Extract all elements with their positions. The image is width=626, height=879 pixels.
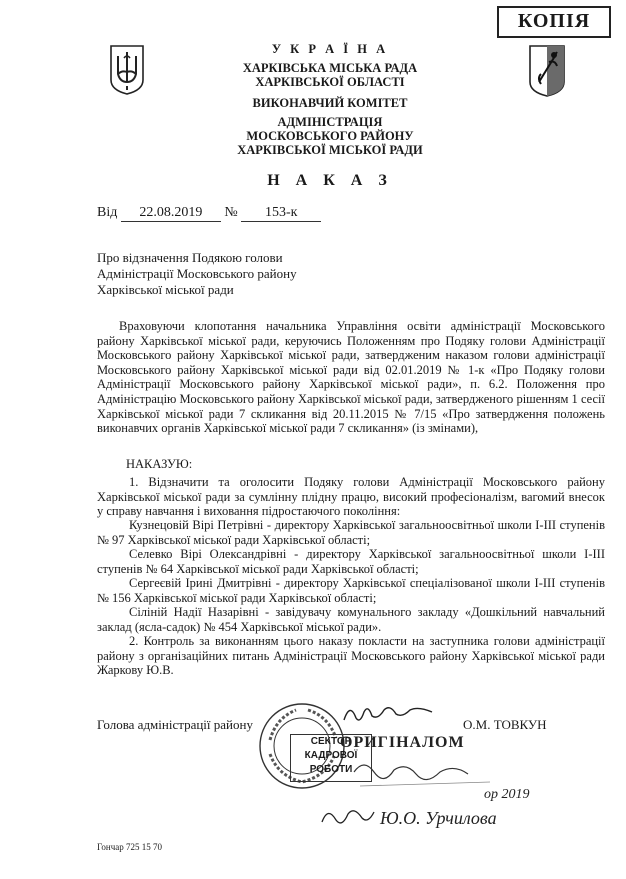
header-committee: ВИКОНАВЧИЙ КОМІТЕТ: [252, 96, 408, 110]
subject-line: Про відзначення Подякою голови: [97, 250, 283, 265]
person-1: Кузнецовій Вірі Петрівні - директору Харківської загальноосвітньої школи І-ІІІ ступенів № 97 Харківської міської ради Харківської області;: [97, 518, 605, 547]
stamp-roboty: РОБОТИ: [309, 764, 353, 775]
person-2: Селевко Вірі Олександрівні - директору Харківської загальноосвітньої школи І-ІІІ ступенів № 64 Харківської міської ради Харківської області;: [97, 547, 605, 576]
person-3: Сергеєвій Ірині Дмитрівні - директору Харківської спеціалізованої школи І-ІІІ ступенів № 156 Харківської міської ради Харківської області;: [97, 576, 605, 605]
header-council-line1: ХАРКІВСЬКА МІСЬКА РАДА: [242, 61, 418, 75]
subject-line: Харківської міської ради: [97, 282, 234, 297]
order-date-number: [97, 205, 321, 222]
stamp-sector: СЕКТОР: [310, 736, 352, 747]
kharkiv-emblem-icon: [527, 44, 567, 98]
order-date: 22.08.2019: [121, 205, 221, 222]
stamp-handwriting-icon: [350, 752, 500, 792]
stamp-signature-name: Ю.О. Урчилова: [380, 808, 497, 828]
intro-paragraph: Враховуючи клопотання начальника Управління освіти адміністрації Московського району Харківської міської ради, керуючись Положенням про Подяку голови Адміністрації Московського району Харківської міської ради, затвердженим наказом голови адміністрації Московського району Харківської міської ради від 02.01.2019 № 1-к «Про Подяку голови Адміністрації Московського району Харківської міської ради», п. 6.2. Положення про Адміністрацію Московського району Харківської міської ради, затвердженого рішенням 1 сесії Харківської міської ради 7 скликання від 20.11.2015 № 7/15 «Про затвердження положень виконавчих органів Харківської міської ради 7 скликання» (із змінами),: [97, 319, 605, 436]
subject-line: Адміністрації Московського району: [97, 266, 297, 281]
header-admin-line2: МОСКОВСЬКОГО РАЙОНУ: [246, 129, 414, 143]
person-4: Сіліній Надії Назарівні - завідувачу комунального закладу «Дошкільний навчальний заклад (ясла-садок) № 454 Харківської міської ради».: [97, 605, 605, 634]
document-title: Н А К А З: [267, 172, 393, 189]
second-signature-icon: [318, 802, 378, 830]
item-1: 1. Відзначити та оголосити Подяку голови Адміністрації Московського району Харківської міської ради за сумлінну плідну працю, високий професіоналізм, вагомий внесок у справу навчання і виховання підростаючого покоління:: [97, 475, 605, 519]
signer-position: Голова адміністрації району: [97, 717, 253, 732]
order-number: 153-к: [241, 205, 321, 222]
handwritten-signature-icon: [340, 698, 440, 728]
from-label: Від: [97, 205, 118, 220]
copy-stamp: КОПІЯ: [497, 6, 611, 38]
header-admin-line3: ХАРКІВСЬКОЇ МІСЬКОЇ РАДИ: [237, 143, 423, 157]
order-word: НАКАЗУЮ:: [126, 457, 193, 471]
original-label: ОРИГІНАЛОМ: [340, 734, 465, 751]
number-label: №: [224, 205, 238, 220]
stamp-date: ор 2019: [484, 787, 530, 802]
order-subject: [97, 250, 297, 298]
header-admin-line1: АДМІНІСТРАЦІЯ: [277, 115, 383, 129]
item-2: 2. Контроль за виконанням цього наказу покласти на заступника голови адміністрації району з організаційних питань Адміністрації Московського району Харківської міської ради Жаркову Ю.В.: [97, 634, 605, 678]
footer-contact: Гончар 725 15 70: [97, 842, 162, 852]
trident-emblem-icon: [108, 44, 146, 96]
header-country: У К Р А Ї Н А: [271, 42, 389, 56]
header-council-line2: ХАРКІВСЬКОЇ ОБЛАСТІ: [255, 75, 405, 89]
stamp-kadrovoi: КАДРОВОЇ: [304, 750, 358, 761]
signer-name: О.М. ТОВКУН: [463, 717, 547, 732]
